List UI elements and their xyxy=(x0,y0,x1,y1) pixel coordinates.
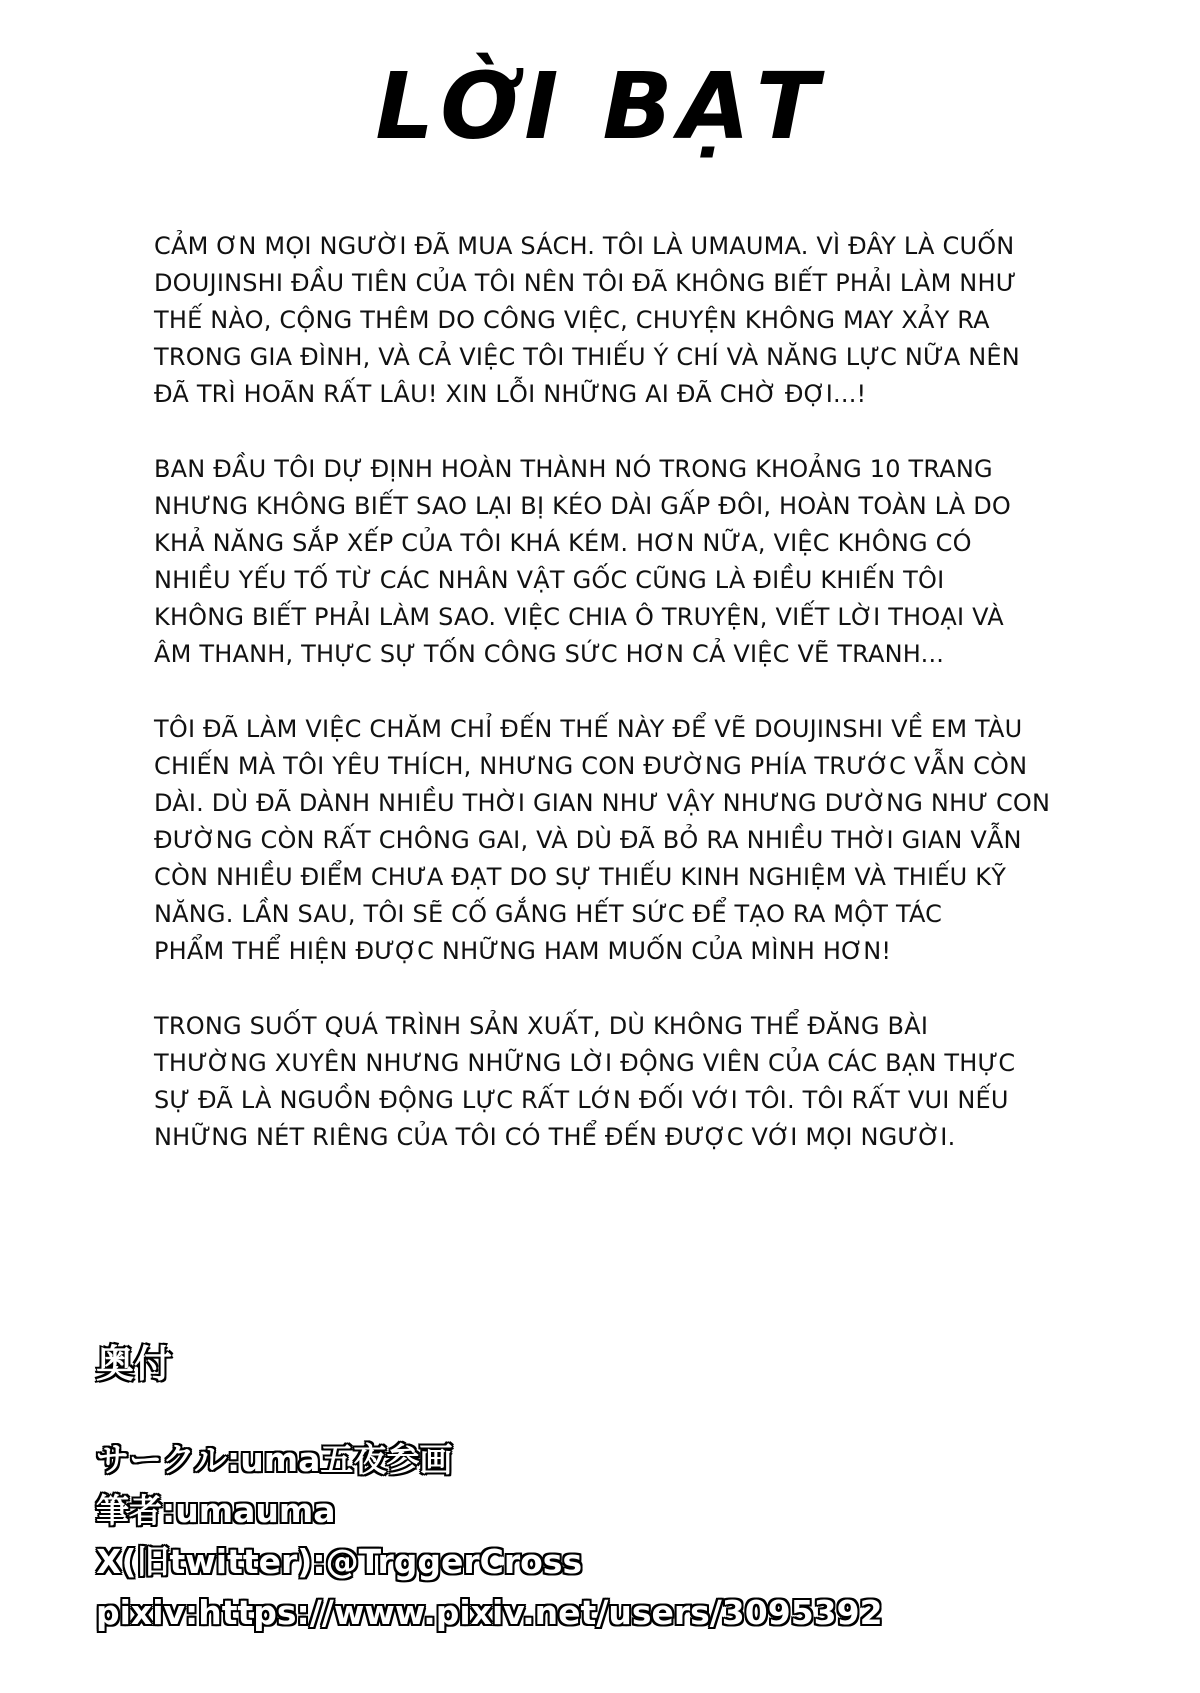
text-line: NHIỀU YẾU TỐ TỪ CÁC NHÂN VẬT GỐC CŨNG LÀ ĐIỀU KHIẾN TÔI xyxy=(154,566,945,594)
text-line: THƯỜNG XUYÊN NHƯNG NHỮNG LỜI ĐỘNG VIÊN CỦA CÁC BẠN THỰC xyxy=(154,1049,1016,1077)
page-title: LỜI BẠT xyxy=(375,53,825,160)
text-line: ÂM THANH, THỰC SỰ TỐN CÔNG SỨC HƠN CẢ VIỆC VẼ TRANH... xyxy=(154,640,945,668)
text-line: NHỮNG NÉT RIÊNG CỦA TÔI CÓ THỂ ĐẾN ĐƯỢC VỚI MỌI NGƯỜI. xyxy=(154,1123,956,1151)
text-line: ĐƯỜNG CÒN RẤT CHÔNG GAI, VÀ DÙ ĐÃ BỎ RA NHIỀU THỜI GIAN VẪN xyxy=(154,826,1022,854)
circle-credit: サークル:uma五夜参画 xyxy=(96,1440,453,1479)
paragraph-1 xyxy=(154,228,1054,413)
text-line: CẢM ƠN MỌI NGƯỜI ĐÃ MUA SÁCH. TÔI LÀ UMAUMA. VÌ ĐÂY LÀ CUỐN xyxy=(154,232,1015,260)
text-line: KHẢ NĂNG SẮP XẾP CỦA TÔI KHÁ KÉM. HƠN NỮA, VIỆC KHÔNG CÓ xyxy=(154,529,972,557)
text-line: CÒN NHIỀU ĐIỂM CHƯA ĐẠT DO SỰ THIẾU KINH NGHIỆM VÀ THIẾU KỸ xyxy=(154,863,1007,891)
text-line: DOUJINSHI ĐẦU TIÊN CỦA TÔI NÊN TÔI ĐÃ KHÔNG BIẾT PHẢI LÀM NHƯ xyxy=(154,269,1017,297)
text-line: SỰ ĐÃ LÀ NGUỒN ĐỘNG LỰC RẤT LỚN ĐỐI VỚI TÔI. TÔI RẤT VUI NẾU xyxy=(154,1086,1009,1114)
text-line: NHƯNG KHÔNG BIẾT SAO LẠI BỊ KÉO DÀI GẤP ĐÔI, HOÀN TOÀN LÀ DO xyxy=(154,492,1012,520)
text-line: DÀI. DÙ ĐÃ DÀNH NHIỀU THỜI GIAN NHƯ VẬY NHƯNG DƯỜNG NHƯ CON xyxy=(154,789,1051,817)
text-line: TRONG GIA ĐÌNH, VÀ CẢ VIỆC TÔI THIẾU Ý CHÍ VÀ NĂNG LỰC NỮA NÊN xyxy=(154,343,1020,371)
text-line: KHÔNG BIẾT PHẢI LÀM SAO. VIỆC CHIA Ô TRUYỆN, VIẾT LỜI THOẠI VÀ xyxy=(154,603,1004,631)
paragraph-4 xyxy=(154,1008,1054,1156)
text-line: BAN ĐẦU TÔI DỰ ĐỊNH HOÀN THÀNH NÓ TRONG KHOẢNG 10 TRANG xyxy=(154,455,993,483)
colophon-heading: 奥付 xyxy=(96,1342,173,1386)
paragraph-2 xyxy=(154,451,1054,673)
text-line: PHẨM THỂ HIỆN ĐƯỢC NHỮNG HAM MUỐN CỦA MÌNH HƠN! xyxy=(154,937,892,965)
twitter-credit: X(旧twitter):@TrggerCross xyxy=(96,1542,583,1581)
author-credit: 筆者:umauma xyxy=(96,1491,336,1530)
paragraph-3 xyxy=(154,711,1054,970)
text-line: NĂNG. LẦN SAU, TÔI SẼ CỐ GẮNG HẾT SỨC ĐỂ TẠO RA MỘT TÁC xyxy=(154,900,943,928)
afterword-body xyxy=(154,228,1054,1194)
text-line: CHIẾN MÀ TÔI YÊU THÍCH, NHƯNG CON ĐƯỜNG PHÍA TRƯỚC VẪN CÒN xyxy=(154,752,1028,780)
text-line: THẾ NÀO, CỘNG THÊM DO CÔNG VIỆC, CHUYỆN KHÔNG MAY XẢY RA xyxy=(154,306,990,334)
text-line: ĐÃ TRÌ HOÃN RẤT LÂU! XIN LỖI NHỮNG AI ĐÃ CHỜ ĐỢI...! xyxy=(154,380,867,408)
colophon xyxy=(96,1340,1156,1638)
text-line: TÔI ĐÃ LÀM VIỆC CHĂM CHỈ ĐẾN THẾ NÀY ĐỂ VẼ DOUJINSHI VỀ EM TÀU xyxy=(154,715,1023,743)
pixiv-credit: pixiv:https://www.pixiv.net/users/3095392 xyxy=(96,1593,883,1632)
text-line: TRONG SUỐT QUÁ TRÌNH SẢN XUẤT, DÙ KHÔNG THỂ ĐĂNG BÀI xyxy=(154,1012,929,1040)
